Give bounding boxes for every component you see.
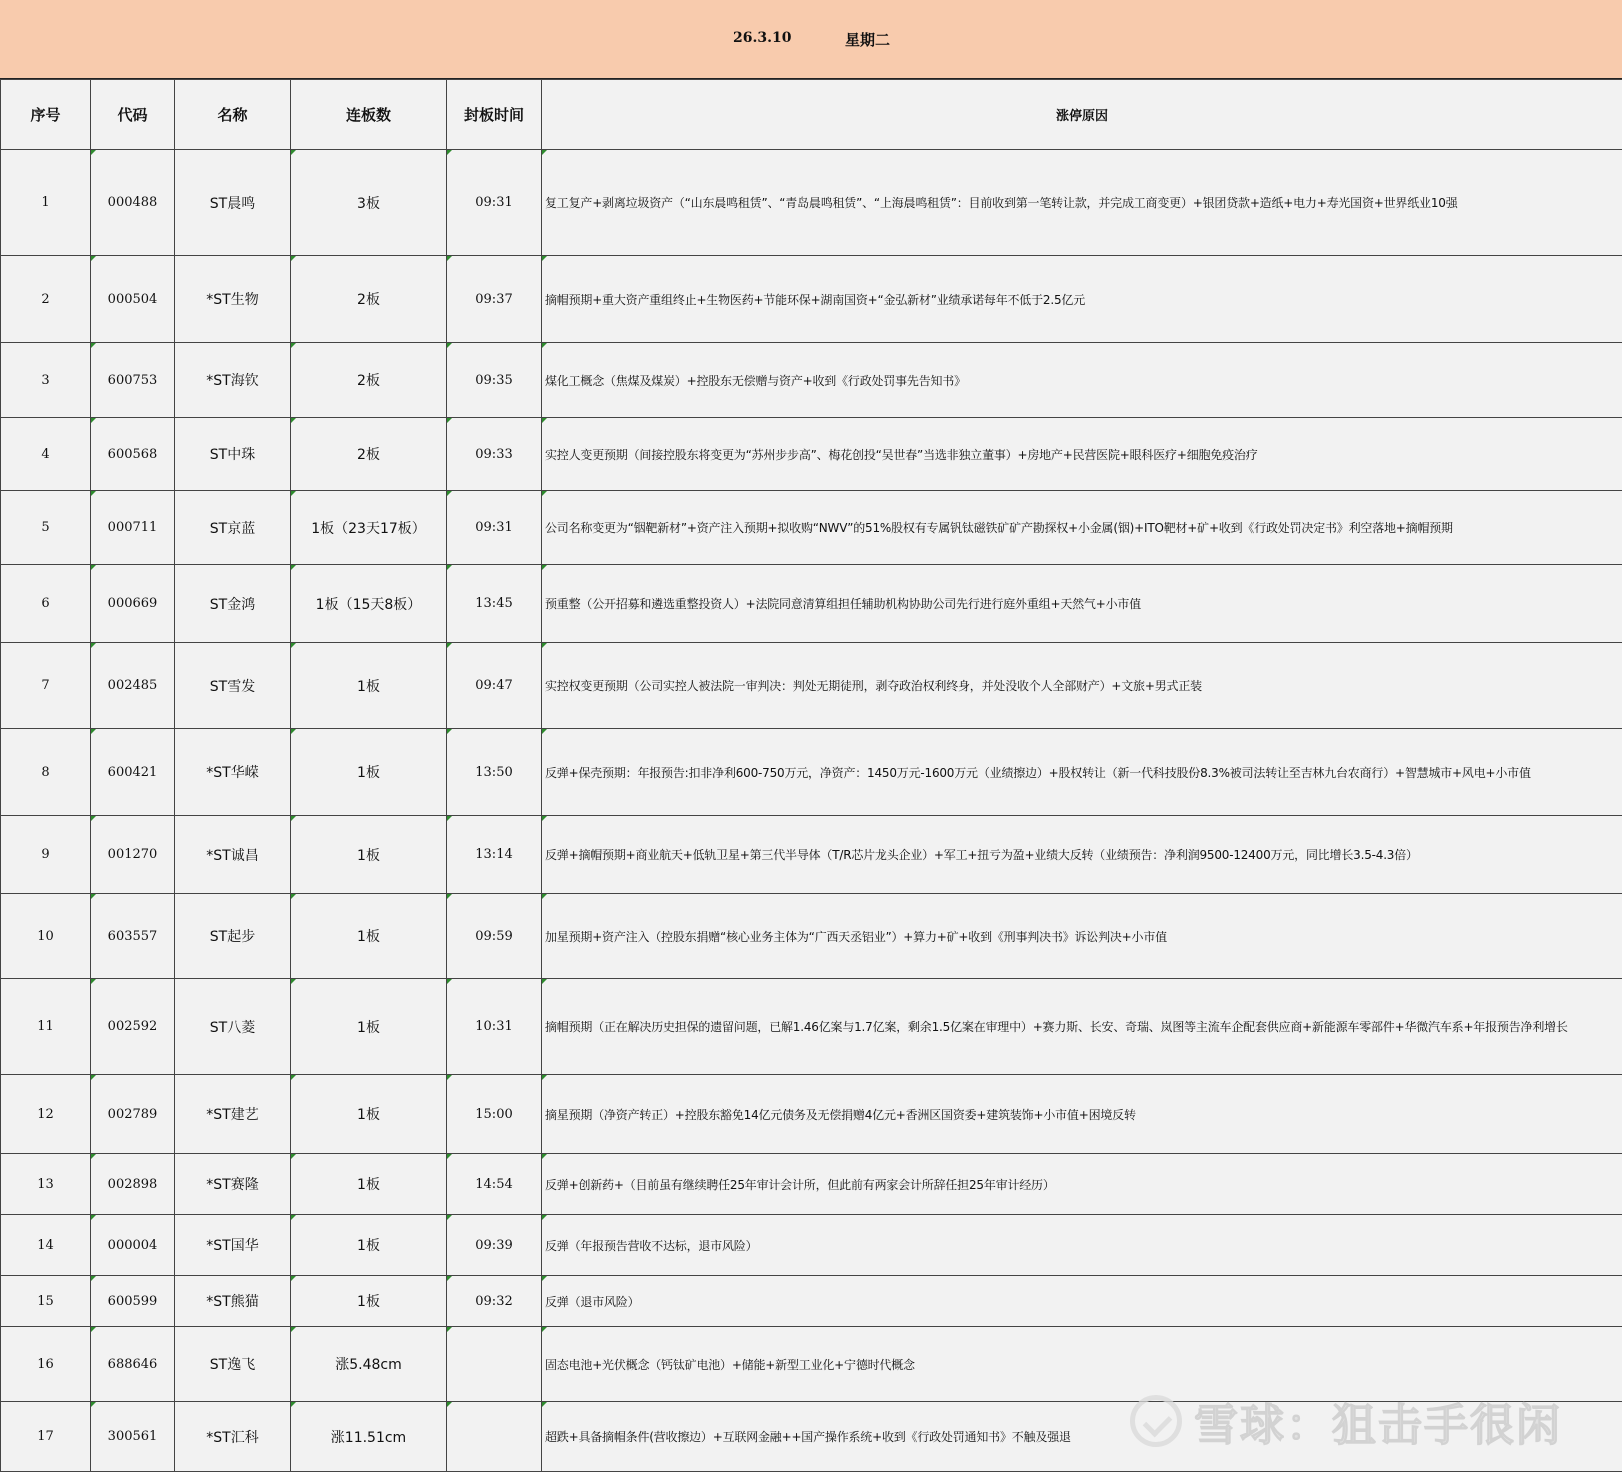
cell-code: 002485 <box>91 643 175 729</box>
cell-code: 000711 <box>91 491 175 565</box>
cell-boards: 1板 <box>291 1215 447 1276</box>
table-row <box>1 1276 1622 1327</box>
weekday-label: 星期二 <box>845 29 890 50</box>
cell-index: 8 <box>1 729 91 816</box>
cell-reason: 摘帽预期+重大资产重组终止+生物医药+节能环保+湖南国资+“金弘新材”业绩承诺每年不低于2.5亿元 <box>542 256 1622 343</box>
cell-boards: 1板 <box>291 643 447 729</box>
cell-name: *ST生物 <box>175 256 291 343</box>
cell-reason: 反弹（退市风险） <box>542 1276 1622 1327</box>
table-row <box>1 1327 1622 1402</box>
cell-code: 002898 <box>91 1154 175 1215</box>
cell-index: 16 <box>1 1327 91 1402</box>
table-row <box>1 1402 1622 1472</box>
cell-reason: 预重整（公开招募和遴选重整投资人）+法院同意清算组担任辅助机构协助公司先行进行庭外重组+天然气+小市值 <box>542 565 1622 643</box>
cell-code: 000488 <box>91 150 175 256</box>
cell-boards: 涨11.51cm <box>291 1402 447 1472</box>
cell-seal-time: 13:14 <box>447 816 542 894</box>
cell-reason: 实控人变更预期（间接控股东将变更为“苏州步步高”、梅花创投“吴世春”当选非独立董事）+房地产+民营医院+眼科医疗+细胞免疫治疗 <box>542 418 1622 491</box>
cell-index: 1 <box>1 150 91 256</box>
cell-code: 603557 <box>91 894 175 979</box>
table-row <box>1 643 1622 729</box>
limit-up-table <box>0 79 1622 1472</box>
cell-index: 15 <box>1 1276 91 1327</box>
cell-name: ST起步 <box>175 894 291 979</box>
cell-boards: 1板（23天17板） <box>291 491 447 565</box>
cell-name: *ST建艺 <box>175 1075 291 1154</box>
cell-boards: 3板 <box>291 150 447 256</box>
table-row <box>1 491 1622 565</box>
cell-boards: 1板 <box>291 979 447 1075</box>
cell-name: ST京蓝 <box>175 491 291 565</box>
cell-name: *ST汇科 <box>175 1402 291 1472</box>
table-row <box>1 894 1622 979</box>
table-row <box>1 150 1622 256</box>
cell-index: 5 <box>1 491 91 565</box>
cell-reason: 反弹（年报预告营收不达标，退市风险） <box>542 1215 1622 1276</box>
cell-seal-time: 15:00 <box>447 1075 542 1154</box>
cell-seal-time: 09:33 <box>447 418 542 491</box>
cell-boards: 2板 <box>291 256 447 343</box>
cell-seal-time: 09:31 <box>447 491 542 565</box>
cell-boards: 2板 <box>291 343 447 418</box>
cell-code: 600421 <box>91 729 175 816</box>
cell-seal-time: 10:31 <box>447 979 542 1075</box>
col-header-name: 名称 <box>175 80 291 150</box>
cell-reason: 反弹+创新药+（目前虽有继续聘任25年审计会计所，但此前有两家会计所辞任担25年审计经历） <box>542 1154 1622 1215</box>
cell-seal-time: 13:50 <box>447 729 542 816</box>
cell-reason: 煤化工概念（焦煤及煤炭）+控股东无偿赠与资产+收到《行政处罚事先告知书》 <box>542 343 1622 418</box>
cell-seal-time: 09:32 <box>447 1276 542 1327</box>
cell-code: 600568 <box>91 418 175 491</box>
cell-name: ST八菱 <box>175 979 291 1075</box>
cell-code: 300561 <box>91 1402 175 1472</box>
cell-seal-time: 09:39 <box>447 1215 542 1276</box>
cell-name: ST逸飞 <box>175 1327 291 1402</box>
table-row <box>1 1154 1622 1215</box>
cell-name: ST晨鸣 <box>175 150 291 256</box>
col-header-reason: 涨停原因 <box>542 80 1622 150</box>
cell-boards: 1板 <box>291 729 447 816</box>
cell-reason: 超跌+具备摘帽条件(营收擦边）+互联网金融++国产操作系统+收到《行政处罚通知书》不触及强退 <box>542 1402 1622 1472</box>
cell-seal-time: 09:59 <box>447 894 542 979</box>
cell-code: 000004 <box>91 1215 175 1276</box>
col-header-seal-time: 封板时间 <box>447 80 542 150</box>
cell-boards: 1板 <box>291 1075 447 1154</box>
cell-name: ST金鸿 <box>175 565 291 643</box>
table-row <box>1 256 1622 343</box>
table-row <box>1 343 1622 418</box>
cell-name: *ST赛隆 <box>175 1154 291 1215</box>
cell-code: 001270 <box>91 816 175 894</box>
cell-reason: 反弹+摘帽预期+商业航天+低轨卫星+第三代半导体（T/R芯片龙头企业）+军工+扭亏为盈+业绩大反转（业绩预告：净利润9500-12400万元，同比增长3.5-4.3倍） <box>542 816 1622 894</box>
cell-index: 6 <box>1 565 91 643</box>
cell-index: 3 <box>1 343 91 418</box>
cell-boards: 1板（15天8板） <box>291 565 447 643</box>
cell-seal-time: 09:31 <box>447 150 542 256</box>
table-row <box>1 1075 1622 1154</box>
table-row <box>1 565 1622 643</box>
cell-reason: 摘星预期（净资产转正）+控股东豁免14亿元债务及无偿捐赠4亿元+香洲区国资委+建筑装饰+小市值+困境反转 <box>542 1075 1622 1154</box>
cell-seal-time: 13:45 <box>447 565 542 643</box>
cell-name: *ST海钦 <box>175 343 291 418</box>
cell-index: 17 <box>1 1402 91 1472</box>
col-header-code: 代码 <box>91 80 175 150</box>
cell-code: 600753 <box>91 343 175 418</box>
cell-index: 13 <box>1 1154 91 1215</box>
cell-reason: 复工复产+剥离垃圾资产（“山东晨鸣租赁”、“青岛晨鸣租赁”、“上海晨鸣租赁”：目前收到第一笔转让款，并完成工商变更）+银团贷款+造纸+电力+寿光国资+世界纸业10强 <box>542 150 1622 256</box>
cell-seal-time <box>447 1327 542 1402</box>
cell-code: 600599 <box>91 1276 175 1327</box>
cell-reason: 公司名称变更为“铟靶新材”+资产注入预期+拟收购“NWV”的51%股权有专属钒钛磁铁矿矿产勘探权+小金属(铟)+ITO靶材+矿+收到《行政处罚决定书》利空落地+摘帽预期 <box>542 491 1622 565</box>
cell-seal-time <box>447 1402 542 1472</box>
cell-code: 000669 <box>91 565 175 643</box>
col-header-boards: 连板数 <box>291 80 447 150</box>
cell-index: 7 <box>1 643 91 729</box>
cell-code: 002592 <box>91 979 175 1075</box>
cell-index: 9 <box>1 816 91 894</box>
cell-code: 002789 <box>91 1075 175 1154</box>
cell-code: 688646 <box>91 1327 175 1402</box>
cell-boards: 1板 <box>291 1154 447 1215</box>
cell-reason: 反弹+保壳预期：年报预告:扣非净利600-750万元，净资产：1450万元-1600万元（业绩擦边）+股权转让（新一代科技股份8.3%被司法转让至吉林九台农商行）+智慧城市+风电+小市值 <box>542 729 1622 816</box>
col-header-index: 序号 <box>1 80 91 150</box>
table-row <box>1 418 1622 491</box>
watermark-text: 雪球：狙击手很闲 <box>1194 1389 1562 1453</box>
cell-index: 2 <box>1 256 91 343</box>
cell-index: 10 <box>1 894 91 979</box>
cell-name: *ST国华 <box>175 1215 291 1276</box>
table-row <box>1 729 1622 816</box>
cell-name: *ST华嵘 <box>175 729 291 816</box>
cell-boards: 2板 <box>291 418 447 491</box>
cell-boards: 涨5.48cm <box>291 1327 447 1402</box>
table-header-row <box>1 80 1622 150</box>
table-row <box>1 1215 1622 1276</box>
date-label: 26.3.10 <box>733 30 791 46</box>
cell-boards: 1板 <box>291 1276 447 1327</box>
table-row <box>1 979 1622 1075</box>
cell-index: 4 <box>1 418 91 491</box>
cell-name: *ST诚昌 <box>175 816 291 894</box>
cell-reason: 实控权变更预期（公司实控人被法院一审判决：判处无期徒刑，剥夺政治权利终身，并处没收个人全部财产）+文旅+男式正装 <box>542 643 1622 729</box>
cell-seal-time: 09:47 <box>447 643 542 729</box>
cell-name: ST中珠 <box>175 418 291 491</box>
cell-index: 14 <box>1 1215 91 1276</box>
cell-reason: 固态电池+光伏概念（钙钛矿电池）+储能+新型工业化+宁德时代概念 <box>542 1327 1622 1402</box>
cell-seal-time: 09:35 <box>447 343 542 418</box>
cell-name: ST雪发 <box>175 643 291 729</box>
cell-boards: 1板 <box>291 894 447 979</box>
cell-name: *ST熊猫 <box>175 1276 291 1327</box>
cell-seal-time: 14:54 <box>447 1154 542 1215</box>
cell-index: 12 <box>1 1075 91 1154</box>
table-row <box>1 816 1622 894</box>
cell-index: 11 <box>1 979 91 1075</box>
cell-boards: 1板 <box>291 816 447 894</box>
cell-reason: 加星预期+资产注入（控股东捐赠“核心业务主体为“广西天丞铝业”）+算力+矿+收到《刑事判决书》诉讼判决+小市值 <box>542 894 1622 979</box>
table-body <box>1 150 1622 1472</box>
cell-code: 000504 <box>91 256 175 343</box>
cell-reason: 摘帽预期（正在解决历史担保的遗留问题，已解1.46亿案与1.7亿案，剩余1.5亿案在审理中）+赛力斯、长安、奇瑞、岚图等主流车企配套供应商+新能源车零部件+华微汽车系+年报预告净利增长 <box>542 979 1622 1075</box>
cell-seal-time: 09:37 <box>447 256 542 343</box>
date-header-bar <box>0 0 1622 79</box>
